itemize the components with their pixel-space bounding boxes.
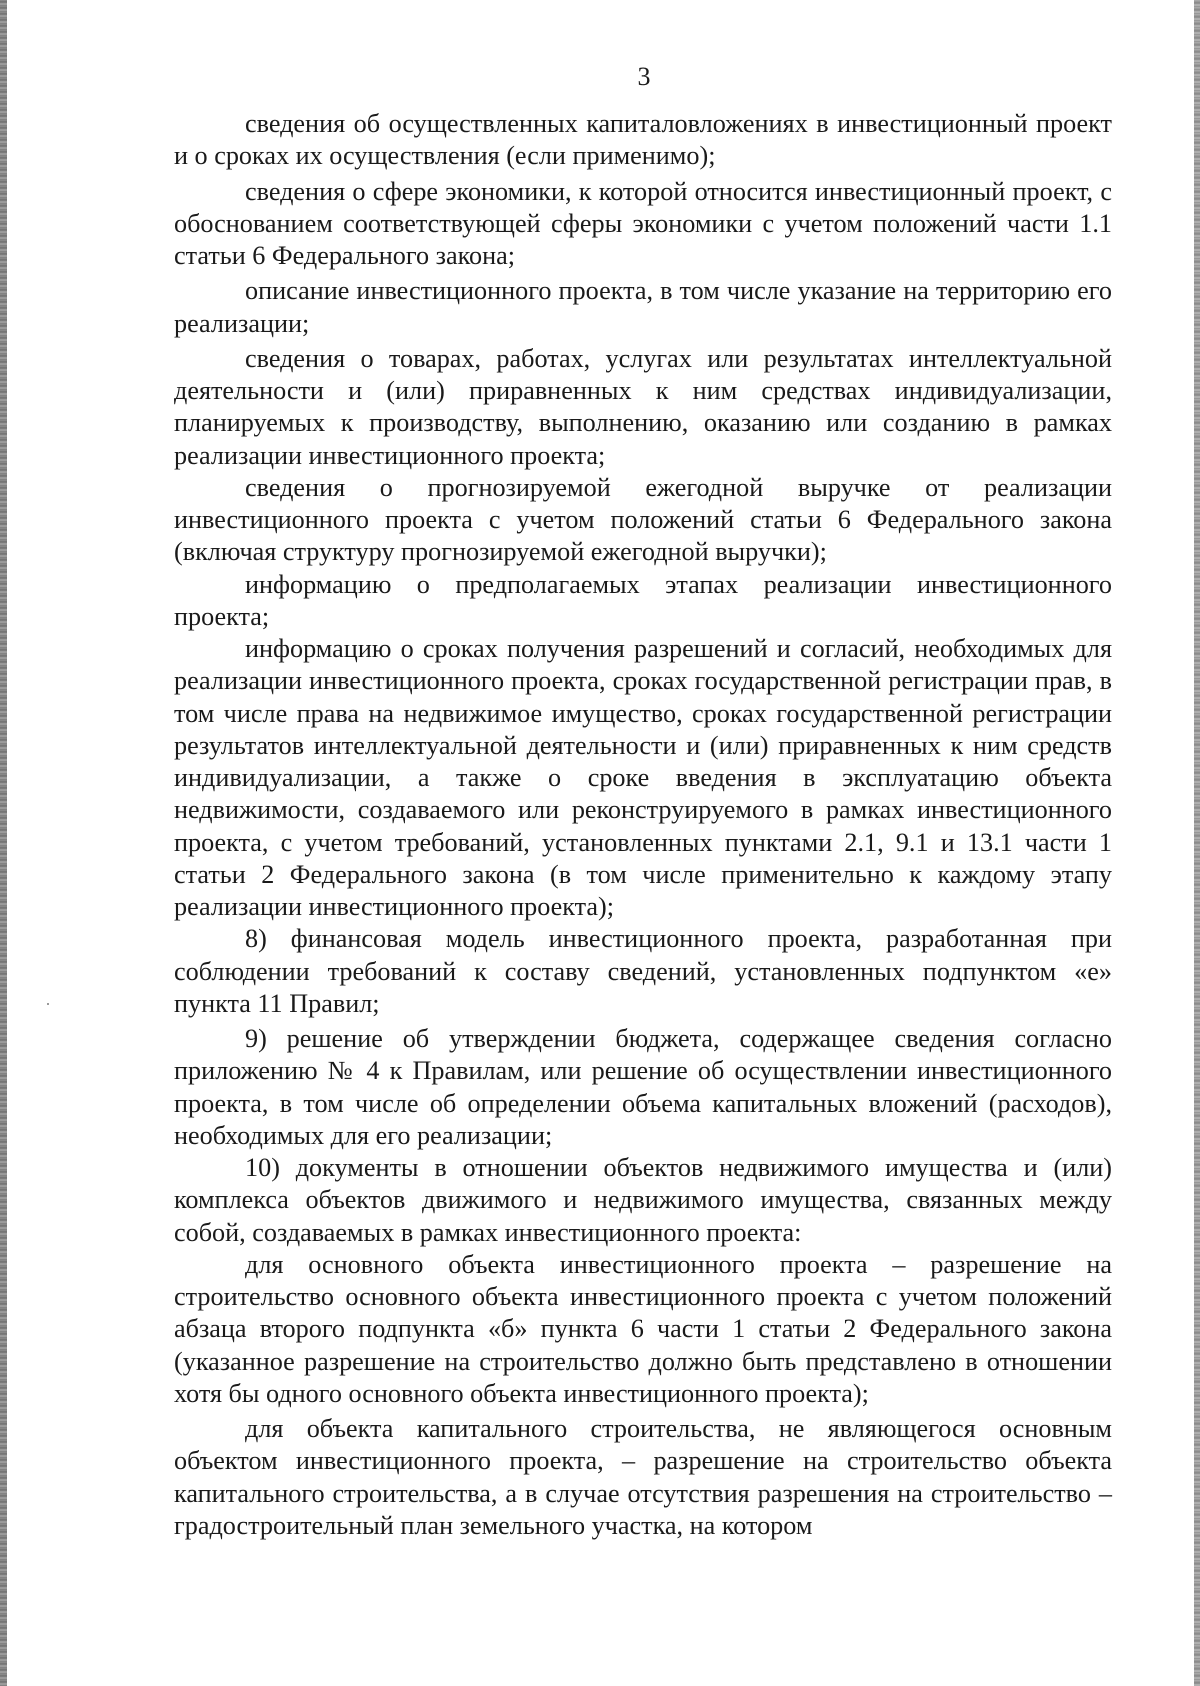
page-number: 3 [637, 62, 651, 91]
paragraph: информацию о предполагаемых этапах реализации инвестиционного проекта; [174, 569, 1112, 631]
paragraph: 8) финансовая модель инвестиционного проекта, разработанная при соблюдении требований к составу сведений, установленных подпунктом «е» пункта 11 Правил; [174, 924, 1112, 1018]
document-body [174, 108, 1112, 1542]
paragraph: сведения о прогнозируемой ежегодной выручке от реализации инвестиционного проекта с учетом положений статьи 6 Федерального закона (включая структуру прогнозируемой ежегодной выручки); [174, 472, 1112, 567]
paragraph: для объекта капитального строительства, не являющегося основным объектом инвестиционного проекта, – разрешение на строительство объекта капитального строительства, а в случае отсутствия разрешения на строительство – градостроительный план земельного участка, на котором [174, 1414, 1112, 1540]
paragraph: сведения о товарах, работах, услугах или результатах интеллектуальной деятельности и (или) приравненных к ним средствах индивидуализации, планируемых к производству, выполнению, оказанию или созданию в рамках реализации инвестиционного проекта; [174, 343, 1112, 470]
paragraph: информацию о сроках получения разрешений и согласий, необходимых для реализации инвестиционного проекта, сроках государственной регистрации прав, в том числе права на недвижимое имущество, сроках государственной регистрации результатов интеллектуальной деятельности и (или) приравненных к ним средств индивидуализации, а также о сроке введения в эксплуатацию объекта недвижимости, создаваемого или реконструируемого в рамках инвестиционного проекта, с учетом требований, установленных пунктами 2.1, 9.1 и 13.1 части 1 статьи 2 Федерального закона (в том числе применительно к каждому этапу реализации инвестиционного проекта); [174, 634, 1112, 921]
scan-edge-right [1194, 0, 1200, 1686]
paragraph: для основного объекта инвестиционного проекта – разрешение на строительство основного объекта инвестиционного проекта с учетом положений абзаца второго подпункта «б» пункта 6 части 1 статьи 2 Федерального закона (указанное разрешение на строительство должно быть представлено в отношении хотя бы одного основного объекта инвестиционного проекта); [174, 1249, 1112, 1408]
paragraph: сведения об осуществленных капиталовложениях в инвестиционный проект и о сроках их осуществления (если применимо); [174, 109, 1112, 171]
paragraph: сведения о сфере экономики, к которой относится инвестиционный проект, с обоснованием соответствующей сферы экономики с учетом положений части 1.1 статьи 6 Федерального закона; [174, 176, 1112, 270]
paragraph: описание инвестиционного проекта, в том числе указание на территорию его реализации; [174, 276, 1112, 338]
scan-edge-left [0, 0, 7, 1686]
paragraph: 9) решение об утверждении бюджета, содержащее сведения согласно приложению № 4 к Правилам, или решение об осуществлении инвестиционного проекта, в том числе об определении объема капитальных вложений (расходов), необходимых для его реализации; [174, 1024, 1112, 1150]
paragraph: 10) документы в отношении объектов недвижимого имущества и (или) комплекса объектов движимого и недвижимого имущества, связанных между собой, создаваемых в рамках инвестиционного проекта: [174, 1153, 1112, 1247]
scan-speck [47, 1003, 49, 1005]
